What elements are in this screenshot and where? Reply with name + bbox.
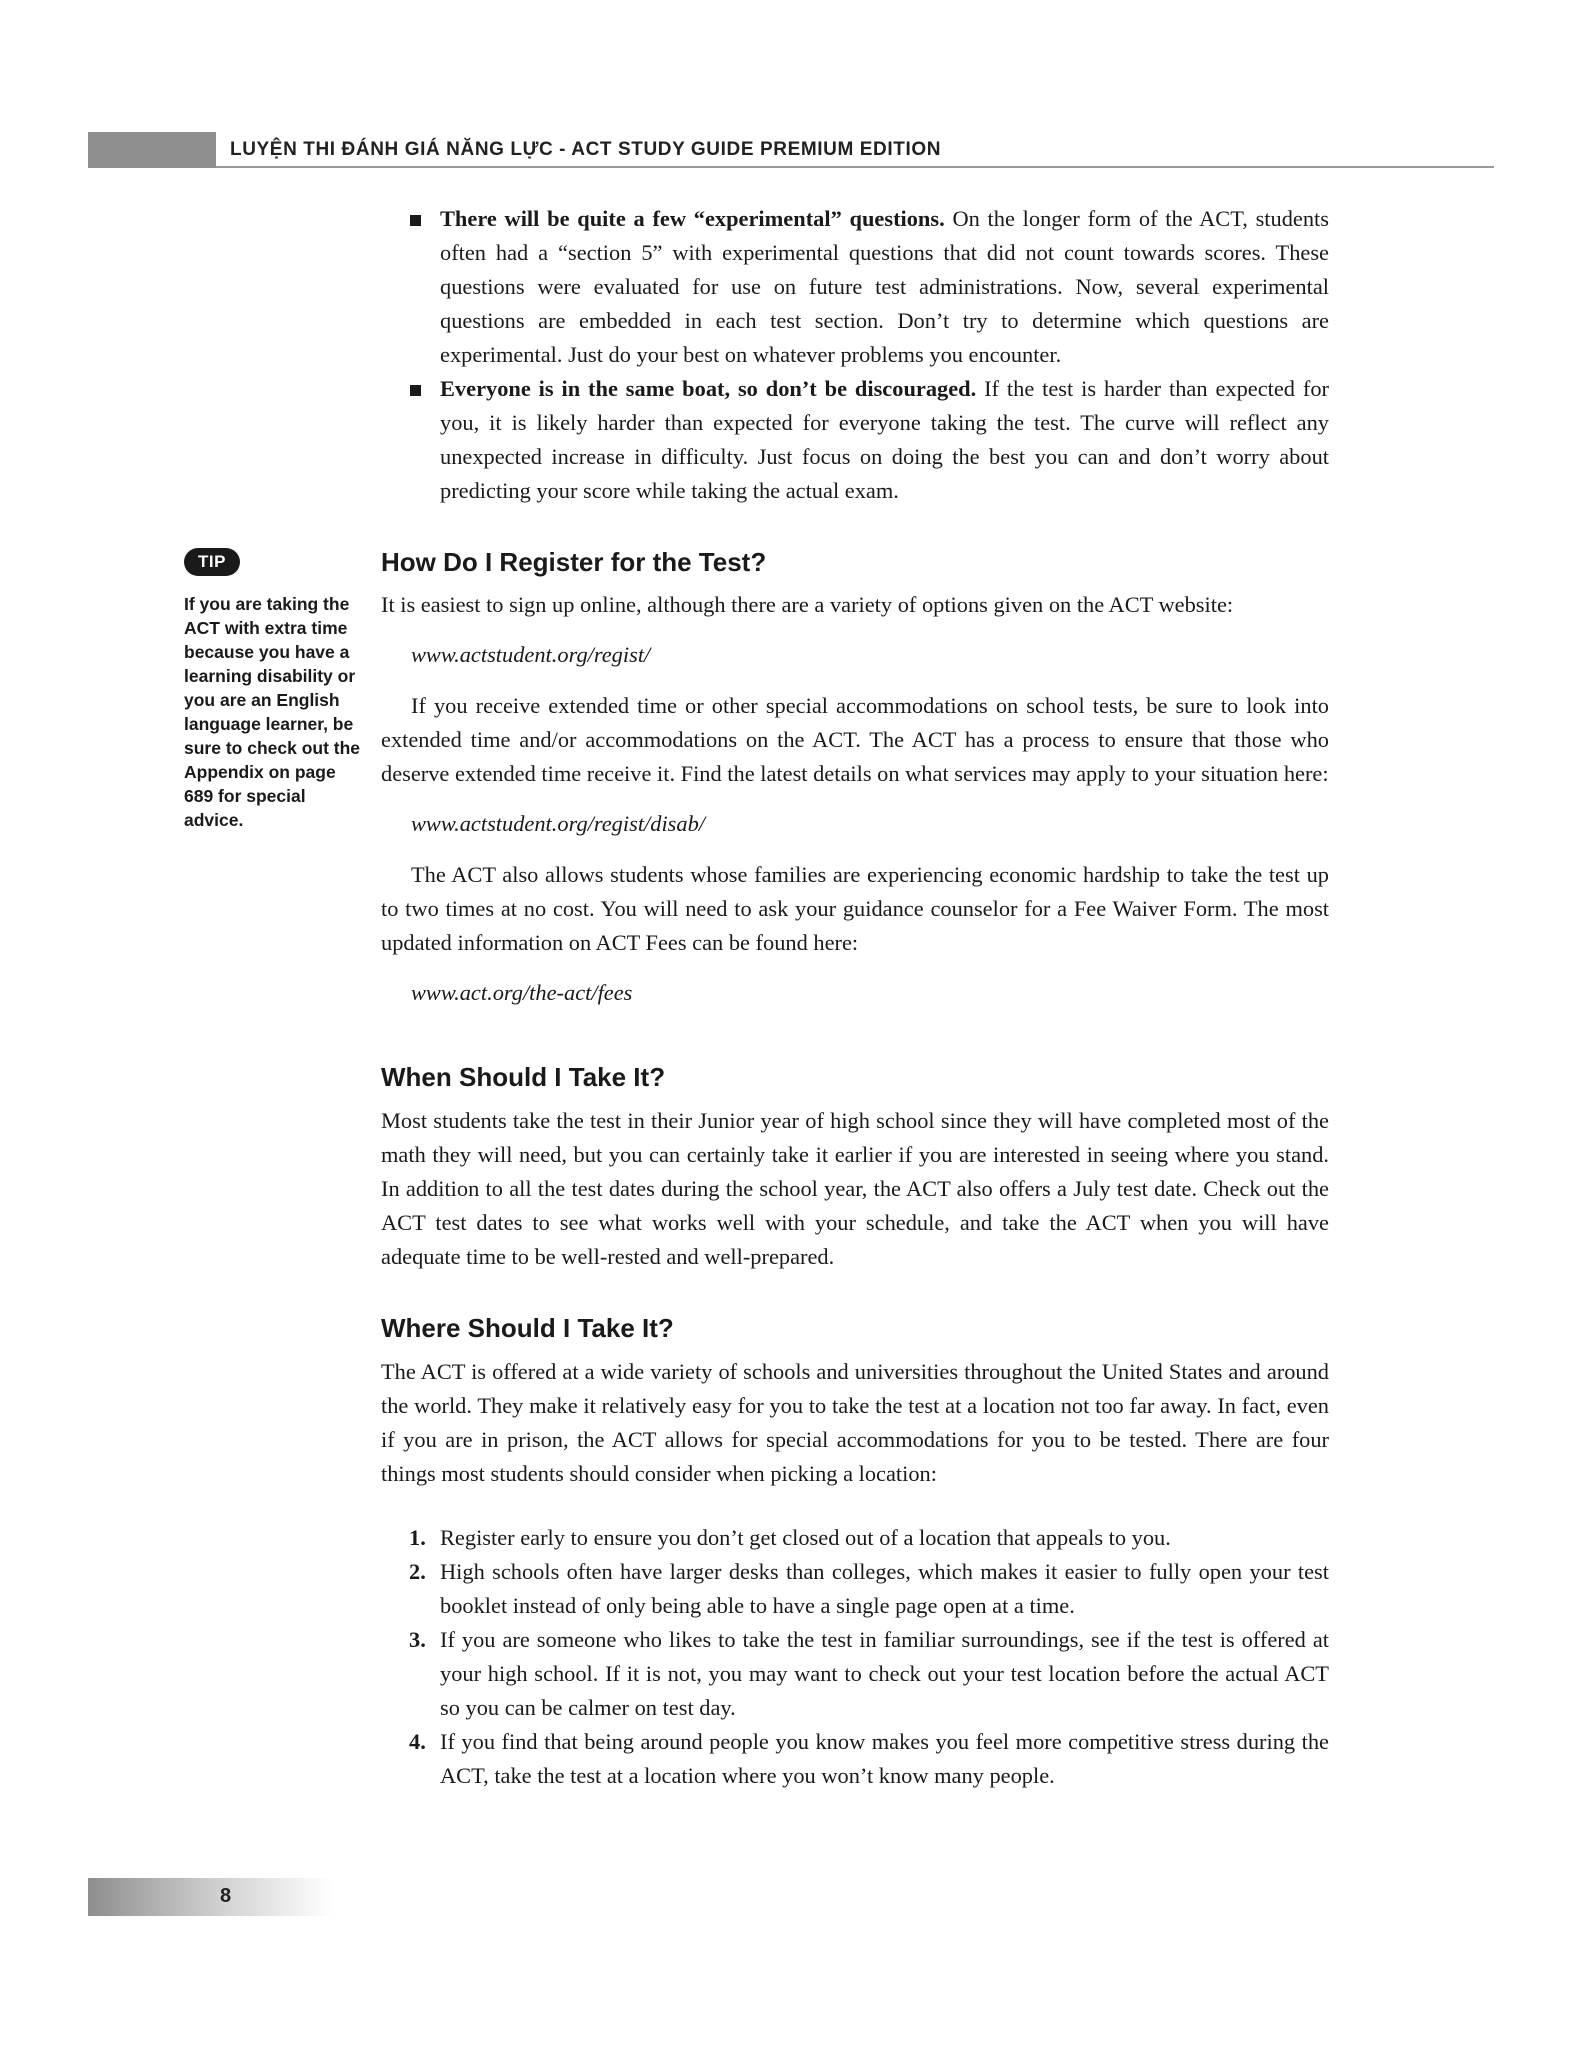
bullet-lead: Everyone is in the same boat, so don’t be discouraged.: [440, 376, 977, 401]
list-item: [381, 1521, 1329, 1555]
tip-text: If you are taking the ACT with extra time because you have a learning disability or you are an English language learner, be sure to check out the Appendix on page 689 for special advice.: [184, 594, 361, 830]
section-heading-when: When Should I Take It?: [381, 1062, 666, 1092]
list-number: 1.: [409, 1525, 426, 1550]
footer-bar: [88, 1878, 333, 1916]
list-item: [381, 1555, 1329, 1623]
register-paragraph-fees: The ACT also allows students whose families are experiencing economic hardship to take the test up to two times at no cost. You will need to ask your guidance counselor for a Fee Waiver Form. The most updated information on ACT Fees can be found here:: [381, 862, 1329, 955]
register-intro: It is easiest to sign up online, although there are a variety of options given on the ACT website:: [381, 592, 1234, 617]
list-number: 3.: [409, 1627, 426, 1652]
list-item: [381, 372, 1329, 508]
bullet-lead: There will be quite a few “experimental” questions.: [440, 206, 945, 231]
url-disab: www.actstudent.org/regist/disab/: [411, 811, 705, 836]
list-number: 2.: [409, 1559, 426, 1584]
list-item: [381, 1623, 1329, 1725]
list-item: [381, 1725, 1329, 1793]
header-bar: [88, 132, 216, 168]
tip-sidebar: [184, 548, 364, 832]
list-number: 4.: [409, 1729, 426, 1754]
page-number: 8: [220, 1885, 232, 1907]
square-bullet-icon: [410, 215, 421, 226]
register-paragraph-accommodations: If you receive extended time or other special accommodations on school tests, be sure to look into extended time and/or accommodations on the ACT. The ACT has a process to ensure that those who deserve extended time receive it. Find the latest details on what services may apply to your situation here:: [381, 693, 1329, 786]
list-item-text: Register early to ensure you don’t get closed out of a location that appeals to you.: [440, 1525, 1171, 1550]
bullet-list: [381, 202, 1329, 508]
main-content: [381, 202, 1329, 1793]
list-item: [381, 202, 1329, 372]
section-heading-where: Where Should I Take It?: [381, 1313, 674, 1343]
list-item-text: High schools often have larger desks than colleges, which makes it easier to fully open your test booklet instead of only being able to have a single page open at a time.: [440, 1559, 1329, 1618]
list-item-text: If you find that being around people you know makes you feel more competitive stress during the ACT, take the test at a location where you won’t know many people.: [440, 1729, 1329, 1788]
where-paragraph: The ACT is offered at a wide variety of schools and universities throughout the United States and around the world. They make it relatively easy for you to take the test at a location not too far away. In fact, even if you are in prison, the ACT allows for special accommodations for you to be tested. There are four things most students should consider when picking a location:: [381, 1359, 1329, 1486]
section-heading-register: How Do I Register for the Test?: [381, 547, 767, 577]
square-bullet-icon: [410, 385, 421, 396]
numbered-list: [381, 1521, 1329, 1793]
running-header-title: LUYỆN THI ĐÁNH GIÁ NĂNG LỰC - ACT STUDY GUIDE PREMIUM EDITION: [230, 139, 942, 160]
header-rule: [216, 166, 1494, 168]
url-regist: www.actstudent.org/regist/: [411, 642, 651, 667]
bullet-text: If the test is harder than expected for you, it is likely harder than expected for everyone taking the test. The curve will reflect any unexpected increase in difficulty. Just focus on doing the best you can and don’t worry about predicting your score while taking the actual exam.: [440, 376, 1329, 503]
when-paragraph: Most students take the test in their Junior year of high school since they will have completed most of the math they will need, but you can certainly take it earlier if you are interested in seeing where you stand. In addition to all the test dates during the school year, the ACT also offers a July test date. Check out the ACT test dates to see what works well with your schedule, and take the ACT when you will have adequate time to be well-rested and well-prepared.: [381, 1108, 1329, 1269]
url-fees: www.act.org/the-act/fees: [411, 980, 633, 1005]
bullet-text: On the longer form of the ACT, students often had a “section 5” with experimental questions that did not count towards scores. These questions were evaluated for use on future test administrations. Now, several experimental questions are embedded in each test section. Don’t try to determine which questions are experimental. Just do your best on whatever problems you encounter.: [440, 206, 1329, 367]
tip-badge: TIP: [184, 548, 240, 576]
list-item-text: If you are someone who likes to take the test in familiar surroundings, see if the test is offered at your high school. If it is not, you may want to check out your test location before the actual ACT so you can be calmer on test day.: [440, 1627, 1329, 1720]
